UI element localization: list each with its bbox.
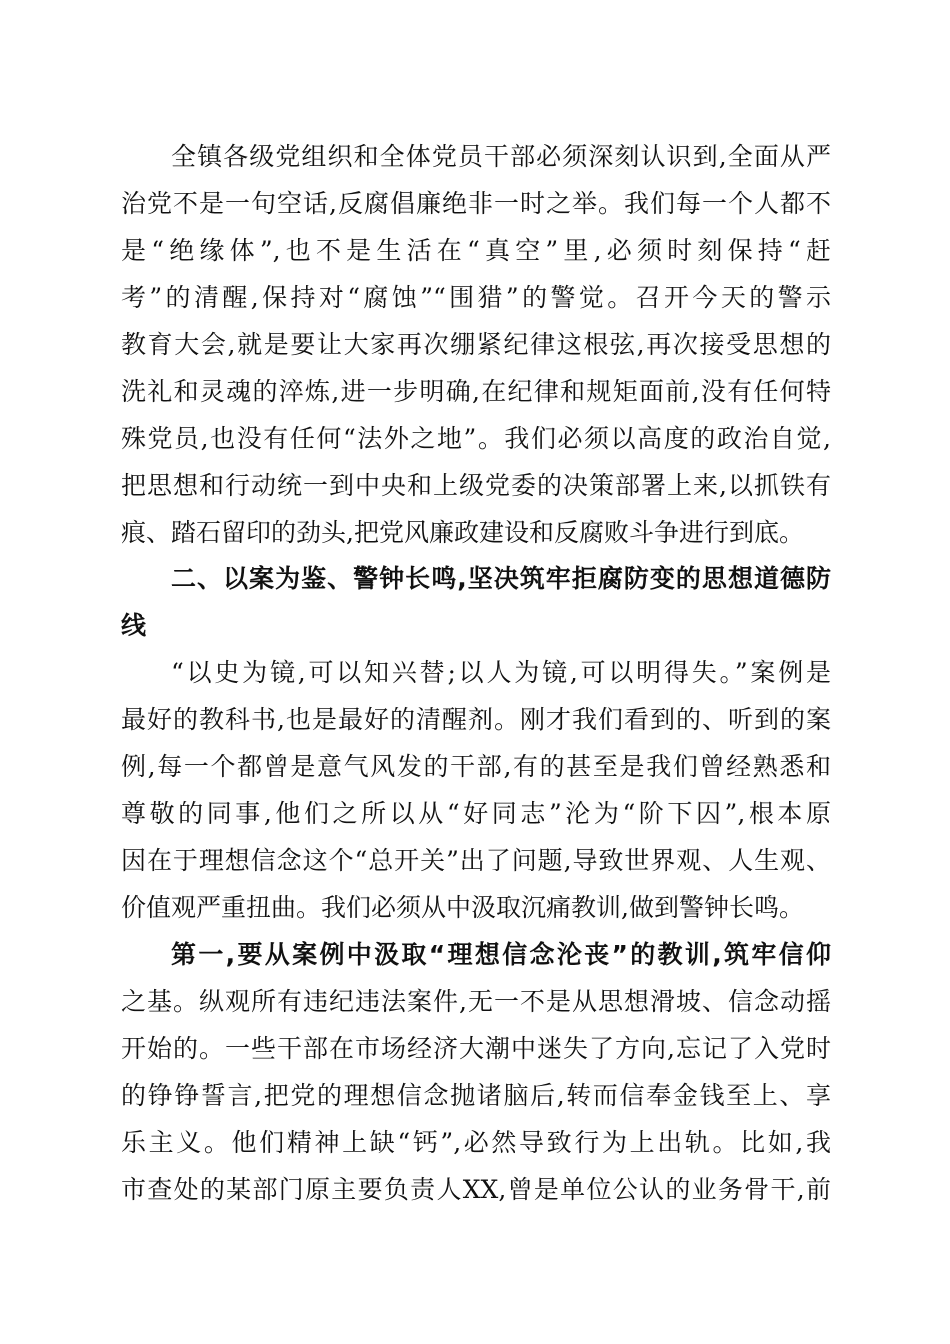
text-line: 是“绝缘体”,也不是生活在“真空”里,必须时刻保持“赶 xyxy=(121,236,831,265)
text-line: 把思想和行动统一到中央和上级党委的决策部署上来,以抓铁有 xyxy=(121,471,831,500)
text-line: 殊党员,也没有任何“法外之地”。我们必须以高度的政治自觉, xyxy=(121,424,831,453)
text-line: 开始的。一些干部在市场经济大潮中迷失了方向,忘记了入党时 xyxy=(121,1034,831,1063)
text-line: 治党不是一句空话,反腐倡廉绝非一时之举。我们每一个人都不 xyxy=(121,189,831,218)
section-heading: 线 xyxy=(121,611,147,640)
text-line: “以史为镜,可以知兴替;以人为镜,可以明得失。”案例是 xyxy=(171,658,831,687)
text-line: 洗礼和灵魂的淬炼,进一步明确,在纪律和规矩面前,没有任何特 xyxy=(121,377,831,406)
text-line: 乐主义。他们精神上缺“钙”,必然导致行为上出轨。比如,我 xyxy=(121,1128,831,1157)
text-line: 最好的教科书,也是最好的清醒剂。刚才我们看到的、听到的案 xyxy=(121,705,831,734)
text-line: 教育大会,就是要让大家再次绷紧纪律这根弦,再次接受思想的 xyxy=(121,330,831,359)
text-line: 例,每一个都曾是意气风发的干部,有的甚至是我们曾经熟悉和 xyxy=(121,752,831,781)
text-line: 市查处的某部门原主要负责人XX,曾是单位公认的业务骨干,前 xyxy=(121,1175,831,1204)
subheading-line: 第一,要从案例中汲取“理想信念沦丧”的教训,筑牢信仰 xyxy=(171,940,831,969)
text-line: 全镇各级党组织和全体党员干部必须深刻认识到,全面从严 xyxy=(171,142,831,171)
text-line: 痕、踏石留印的劲头,把党风廉政建设和反腐败斗争进行到底。 xyxy=(121,518,804,547)
section-heading: 二、以案为鉴、警钟长鸣,坚决筑牢拒腐防变的思想道德防 xyxy=(171,564,831,593)
text-line: 价值观严重扭曲。我们必须从中汲取沉痛教训,做到警钟长鸣。 xyxy=(121,893,804,922)
text-line: 尊敬的同事,他们之所以从“好同志”沦为“阶下囚”,根本原 xyxy=(121,799,831,828)
text-line: 考”的清醒,保持对“腐蚀”“围猎”的警觉。召开今天的警示 xyxy=(121,283,831,312)
text-line: 的铮铮誓言,把党的理想信念抛诸脑后,转而信奉金钱至上、享 xyxy=(121,1081,831,1110)
text-line: 因在于理想信念这个“总开关”出了问题,导致世界观、人生观、 xyxy=(121,846,831,875)
text-line: 之基。纵观所有违纪违法案件,无一不是从思想滑坡、信念动摇 xyxy=(121,987,831,1016)
